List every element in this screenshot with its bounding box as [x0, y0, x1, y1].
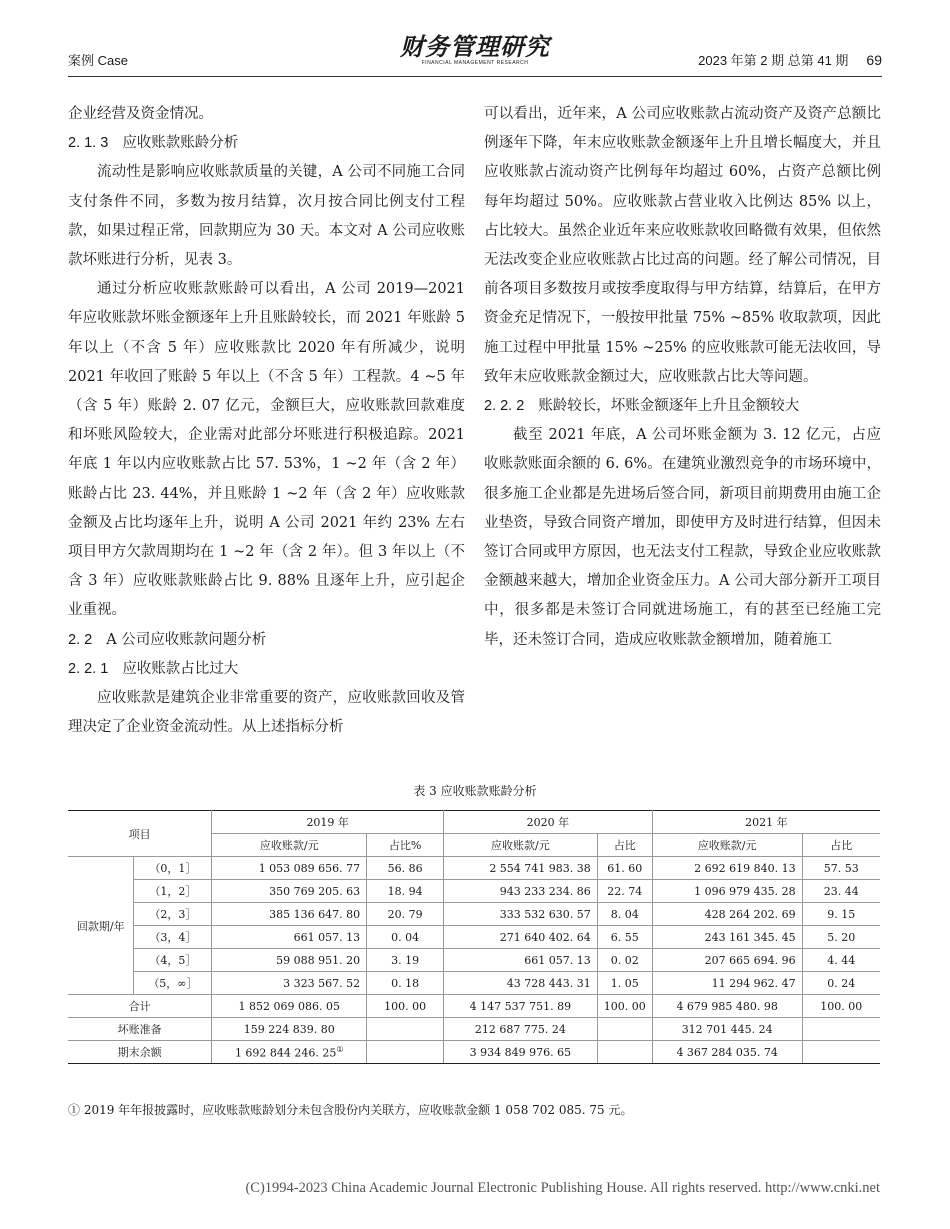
right-column [484, 100, 881, 655]
paragraph: 截至 2021 年底，A 公司坏账金额为 3. 12 亿元，占应收账款账面余额的 6. 6%。在建筑业激烈竞争的市场环境中，很多施工企业都是先进场后签合同，新项目前期费用由施工企业垫资，导致合同资产增加，即使甲方及时进行结算，但因未签订合同或甲方原因，也无法支付工程款，导致企业应收账款金额越来越大，增加企业资金压力。A 公司大部分新开工项目中，很多都是未签订合同就进场施工，有的甚至已经施工完毕，还未签订合同，造成应收账款金额增加，随着施工 [484, 427, 881, 648]
section-heading-2-1-3: 2. 1. 3 应收账款账龄分析 [68, 135, 239, 152]
ratio-cell: 8. 04 [597, 903, 652, 926]
header-year: 2020 年 [444, 811, 653, 834]
aging-table [68, 810, 880, 1064]
ratio-cell: 57. 53 [802, 857, 880, 880]
amount-cell: 385 136 647. 80 [212, 903, 367, 926]
amount-cell: 312 701 445. 24 [652, 1018, 802, 1041]
page-header [68, 34, 882, 77]
total-label: 合计 [68, 995, 212, 1018]
amount-cell: 1 096 979 435. 28 [652, 880, 802, 903]
paragraph: 通过分析应收账款账龄可以看出，A 公司 2019—2021 年应收账款坏账金额逐年上升且账龄较长，而 2021 年账龄 5 年以上（不含 5 年）应收账款比 2020 年有所减少，说明 2021 年收回了账龄 5 年以上（不含 5 年）工程款。4 ~5 年（含 5 年）账龄 2. 07 亿元，金额巨大，应收账款回款难度和坏账风险较大，企业需对此部分坏账进行积极追踪。2021 年底 1 年以内应收账款占比 57. 53%，1 ~2 年（含 2 年）账龄占比 23. 44%，并且账龄 1 ~2 年（含 2 年）应收账款金额及占比均逐年上升，说明 A 公司 2021 年约 23% 左右项目甲方欠款周期均在 1 ~2 年（含 2 年）。但 3 年以上（不含 3 年）应收账款账龄占比 9. 88% 且逐年上升，应引起企业重视。 [68, 281, 465, 619]
ratio-cell: 6. 55 [597, 926, 652, 949]
paragraph: 可以看出，近年来，A 公司应收账款占流动资产及资产总额比例逐年下降，年末应收账款金额逐年上升且增长幅度大，并且应收账款占流动资产比例每年均超过 60%，占资产总额比例每年均超过 50%。应收账款占营业收入比例达 85% 以上，占比较大。虽然企业近年来应收账款收回略微有效果，但依然无法改变企业应收账款占比过高的问题。经了解公司情况，目前各项目多数按月或按季度取得与甲方结算，结算后，在甲方资金充足情况下，一般按甲批量 75% ~85% 收取款项，因此施工过程中甲批量 15% ~25% 的应收账款可能无法收回，导致年末应收账款金额过大，应收账款占比大等问题。 [484, 106, 881, 385]
amount-cell: 1 692 844 246. 25① [212, 1041, 367, 1064]
table-row [68, 903, 880, 926]
empty-cell [802, 1018, 880, 1041]
page-number: 69 [866, 52, 882, 68]
table-row [68, 972, 880, 995]
bad-debt-label: 坏账准备 [68, 1018, 212, 1041]
ratio-cell: 22. 74 [597, 880, 652, 903]
header-ratio: 占比 [597, 834, 652, 857]
empty-cell [597, 1018, 652, 1041]
ratio-cell: 5. 20 [802, 926, 880, 949]
table-row [68, 880, 880, 903]
period-cell: （5，∞］ [134, 972, 212, 995]
copyright-notice: (C)1994-2023 China Academic Journal Electronic Publishing House. All rights reserved. http://www.cnki.net [245, 1180, 880, 1196]
ratio-cell: 4. 44 [802, 949, 880, 972]
amount-cell: 2 554 741 983. 38 [444, 857, 598, 880]
section-label: 案例 Case [68, 53, 128, 68]
ratio-cell: 100. 00 [597, 995, 652, 1018]
issue-info [698, 50, 882, 69]
amount-cell: 3 934 849 976. 65 [444, 1041, 598, 1064]
amount-cell: 243 161 345. 45 [652, 926, 802, 949]
header-amount: 应收账款/元 [444, 834, 598, 857]
amount-cell: 212 687 775. 24 [444, 1018, 598, 1041]
header-amount: 应收账款/元 [652, 834, 802, 857]
period-cell: （2，3］ [134, 903, 212, 926]
issue-label: 2023 年第 2 期 总第 41 期 [698, 53, 849, 68]
amount-cell: 661 057. 13 [444, 949, 598, 972]
empty-cell [802, 1041, 880, 1064]
amount-cell: 1 852 069 086. 05 [212, 995, 367, 1018]
period-cell: （0，1］ [134, 857, 212, 880]
amount-cell: 2 692 619 840. 13 [652, 857, 802, 880]
section-heading-2-2-2: 2. 2. 2 账龄较长，坏账金额逐年上升且金额较大 [484, 398, 800, 415]
empty-cell [597, 1041, 652, 1064]
amount-cell: 159 224 839. 80 [212, 1018, 367, 1041]
period-cell: （1，2］ [134, 880, 212, 903]
amount-cell: 661 057. 13 [212, 926, 367, 949]
header-year: 2019 年 [212, 811, 444, 834]
amount-cell: 1 053 089 656. 77 [212, 857, 367, 880]
ratio-cell: 9. 15 [802, 903, 880, 926]
header-ratio: 占比 [802, 834, 880, 857]
table-row-total [68, 995, 880, 1018]
amount-cell: 3 323 567. 52 [212, 972, 367, 995]
amount-cell: 4 367 284 035. 74 [652, 1041, 802, 1064]
ratio-cell: 0. 02 [597, 949, 652, 972]
left-column [68, 100, 465, 742]
amount-cell: 333 532 630. 57 [444, 903, 598, 926]
period-cell: （4，5］ [134, 949, 212, 972]
paragraph: 流动性是影响应收账款质量的关键，A 公司不同施工合同支付条件不同，多数为按月结算，次月按合同比例支付工程款，如果过程正常，回款期应为 30 天。本文对 A 公司应收账款坏账进行分析，见表 3。 [68, 164, 465, 269]
ratio-cell: 0. 04 [367, 926, 444, 949]
amount-cell: 207 665 694. 96 [652, 949, 802, 972]
amount-cell: 4 679 985 480. 98 [652, 995, 802, 1018]
paragraph: 应收账款是建筑企业非常重要的资产，应收账款回收及管理决定了企业资金流动性。从上述指标分析 [68, 690, 465, 736]
ratio-cell: 3. 19 [367, 949, 444, 972]
journal-logo-text: 财务管理研究 [400, 34, 550, 61]
amount-cell: 943 233 234. 86 [444, 880, 598, 903]
empty-cell [367, 1018, 444, 1041]
section-heading-2-2: 2. 2 A 公司应收账款问题分析 [68, 631, 267, 648]
header-item: 项目 [68, 811, 212, 857]
group-label: 回款期/年 [68, 857, 134, 995]
journal-logo-en: FINANCIAL MANAGEMENT RESEARCH [421, 60, 529, 66]
ratio-cell: 1. 05 [597, 972, 652, 995]
header-ratio: 占比% [367, 834, 444, 857]
table-row-bad-debt [68, 1018, 880, 1041]
table-row [68, 857, 880, 880]
header-year: 2021 年 [652, 811, 880, 834]
header-amount: 应收账款/元 [212, 834, 367, 857]
journal-logo [400, 36, 550, 66]
ratio-cell: 20. 79 [367, 903, 444, 926]
amount-cell: 428 264 202. 69 [652, 903, 802, 926]
amount-cell: 271 640 402. 64 [444, 926, 598, 949]
ratio-cell: 23. 44 [802, 880, 880, 903]
footnote-marker: ① [336, 1044, 344, 1054]
footnote: ① 2019 年年报披露时，应收账款账龄划分未包含股份内关联方，应收账款金额 1 058 702 085. 75 元。 [68, 1103, 633, 1117]
ratio-cell: 61. 60 [597, 857, 652, 880]
section-heading-2-2-1: 2. 2. 1 应收账款占比过大 [68, 660, 239, 677]
amount-cell: 4 147 537 751. 89 [444, 995, 598, 1018]
ratio-cell: 100. 00 [802, 995, 880, 1018]
table-row [68, 926, 880, 949]
period-cell: （3，4］ [134, 926, 212, 949]
table-row [68, 949, 880, 972]
table-title: 表 3 应收账款账龄分析 [413, 784, 537, 798]
table-row-ending [68, 1041, 880, 1064]
ratio-cell: 18. 94 [367, 880, 444, 903]
amount-cell: 350 769 205. 63 [212, 880, 367, 903]
ratio-cell: 0. 18 [367, 972, 444, 995]
ratio-cell: 56. 86 [367, 857, 444, 880]
ratio-cell: 0. 24 [802, 972, 880, 995]
ratio-cell: 100. 00 [367, 995, 444, 1018]
ending-label: 期末余额 [68, 1041, 212, 1064]
amount-cell: 11 294 962. 47 [652, 972, 802, 995]
amount-cell: 59 088 951. 20 [212, 949, 367, 972]
amount-cell: 43 728 443. 31 [444, 972, 598, 995]
paragraph: 企业经营及资金情况。 [68, 106, 213, 122]
empty-cell [367, 1041, 444, 1064]
